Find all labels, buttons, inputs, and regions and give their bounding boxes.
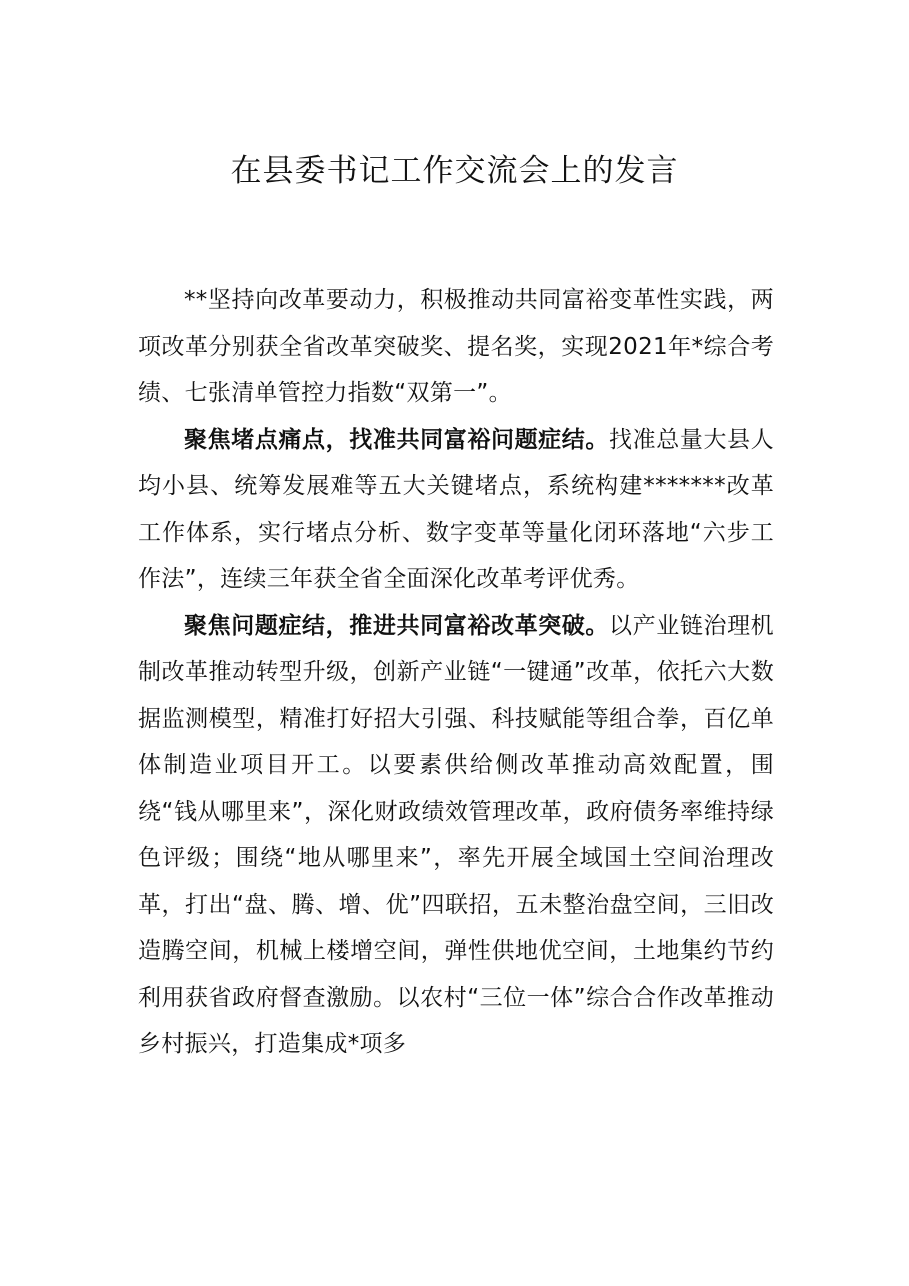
paragraph-3-text: 以产业链治理机制改革推动转型升级，创新产业链“一键通”改革，依托六大数据监测模型，精准打好招大引强、科技赋能等组合拳，百亿单体制造业项目开工。以要素供给侧改革推动高效配置，围绕“钱从哪里来”，深化财政绩效管理改革，政府债务率维持绿色评级；围绕“地从哪里来”，率先开展全域国土空间治理改革，打出“盘、腾、增、优”四联招，五未整治盘空间，三旧改造腾空间，机械上楼增空间，弹性供地优空间，土地集约节约利用获省政府督查激励。以农村“三位一体”综合合作改革推动乡村振兴，打造集成*项多 xyxy=(138,612,774,1057)
paragraph-2-text: 找准总量大县人均小县、统筹发展难等五大关键堵点，系统构建*******改革工作体系，实行堵点分析、数字变革等量化闭环落地“六步工作法”，连续三年获全省全面深化改革考评优秀。 xyxy=(138,426,774,592)
paragraph-1-text: **坚持向改革要动力，积极推动共同富裕变革性实践，两项改革分别获全省改革突破奖、提名奖，实现2021年*综合考绩、七张清单管控力指数“双第一”。 xyxy=(138,287,774,406)
paragraph-2-lead: 聚焦堵点痛点，找准共同富裕问题症结。 xyxy=(184,426,610,453)
paragraph-1 xyxy=(138,277,774,417)
document-body xyxy=(138,277,774,1068)
paragraph-2 xyxy=(138,417,774,603)
paragraph-3-lead: 聚焦问题症结，推进共同富裕改革突破。 xyxy=(184,612,610,639)
paragraph-3 xyxy=(138,603,774,1068)
document-title: 在县委书记工作交流会上的发言 xyxy=(230,153,679,189)
